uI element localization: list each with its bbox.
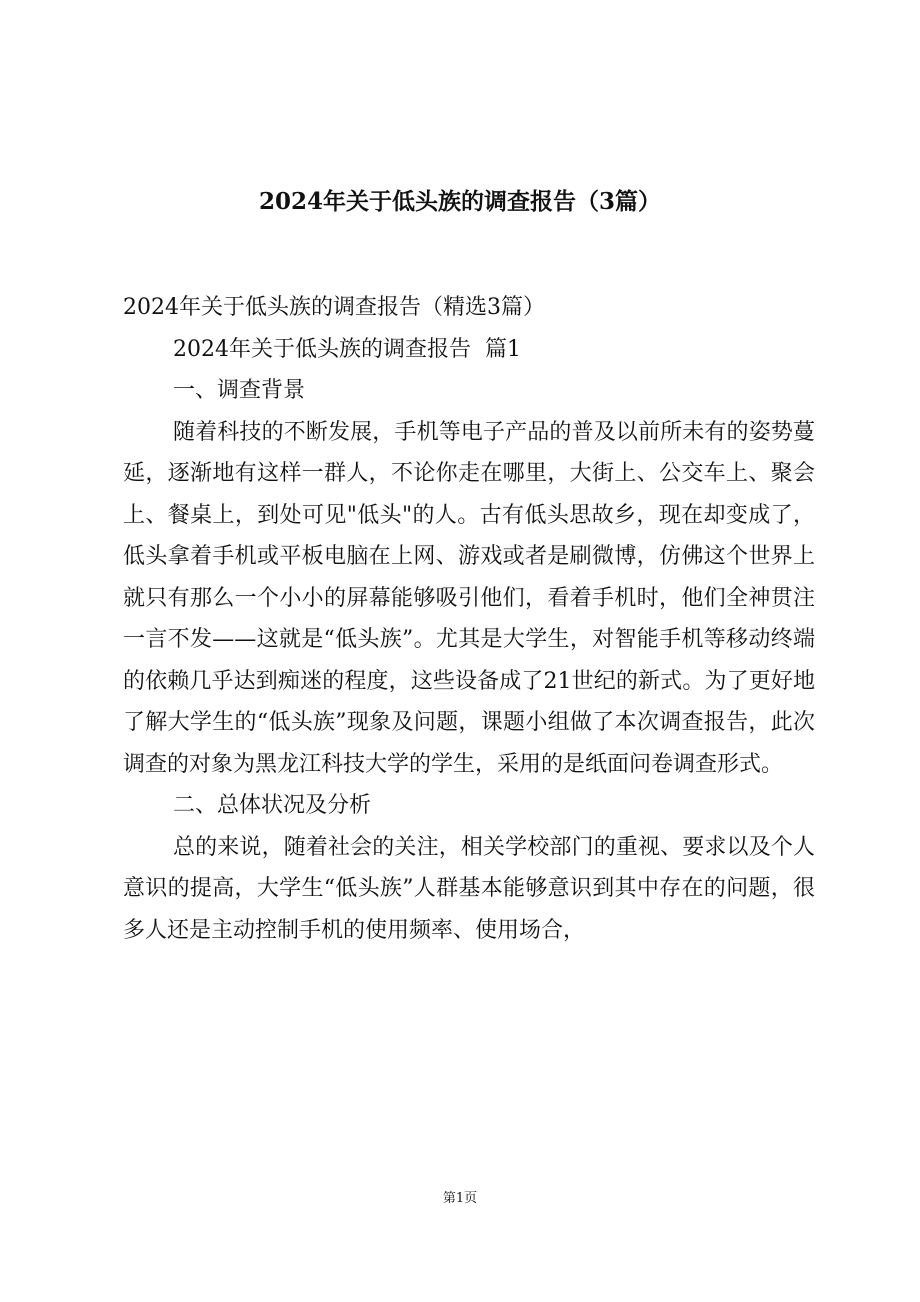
section-heading-background: 一、调查背景 <box>173 378 306 403</box>
document-title: 2024年关于低头族的调查报告（3篇） <box>258 188 662 215</box>
document-subtitle: 2024年关于低头族的调查报告（精选3篇） <box>123 295 545 320</box>
paragraph-overview: 总的来说，随着社会的关注，相关学校部门的重视、要求以及个人意识的提高，大学生“低头族”人群基本能够意识到其中存在的问题，很多人还是主动控制手机的使用频率、使用场合， <box>123 834 815 943</box>
page-number: 第1页 <box>442 1191 478 1206</box>
document-body <box>123 287 815 951</box>
paragraph-background: 随着科技的不断发展，手机等电子产品的普及以前所未有的姿势蔓延，逐渐地有这样一群人，不论你走在哪里，大街上、公交车上、聚会上、餐桌上，到处可见"低头"的人。古有低头思故乡，现在却变成了，低头拿着手机或平板电脑在上网、游戏或者是刷微博，仿佛这个世界上就只有那么一个小小的屏幕能够吸引他们，看着手机时，他们全神贯注一言不发——这就是“低头族”。尤其是大学生，对智能手机等移动终端的依赖几乎达到痴迷的程度，这些设备成了21世纪的新式。为了更好地了解大学生的“低头族”现象及问题，课题小组做了本次调查报告，此次调查的对象为黑龙江科技大学的学生，采用的是纸面问卷调查形式。 <box>123 419 815 777</box>
section-heading-overview: 二、总体状况及分析 <box>173 793 372 818</box>
article-heading: 2024年关于低头族的调查报告 篇1 <box>173 336 521 362</box>
